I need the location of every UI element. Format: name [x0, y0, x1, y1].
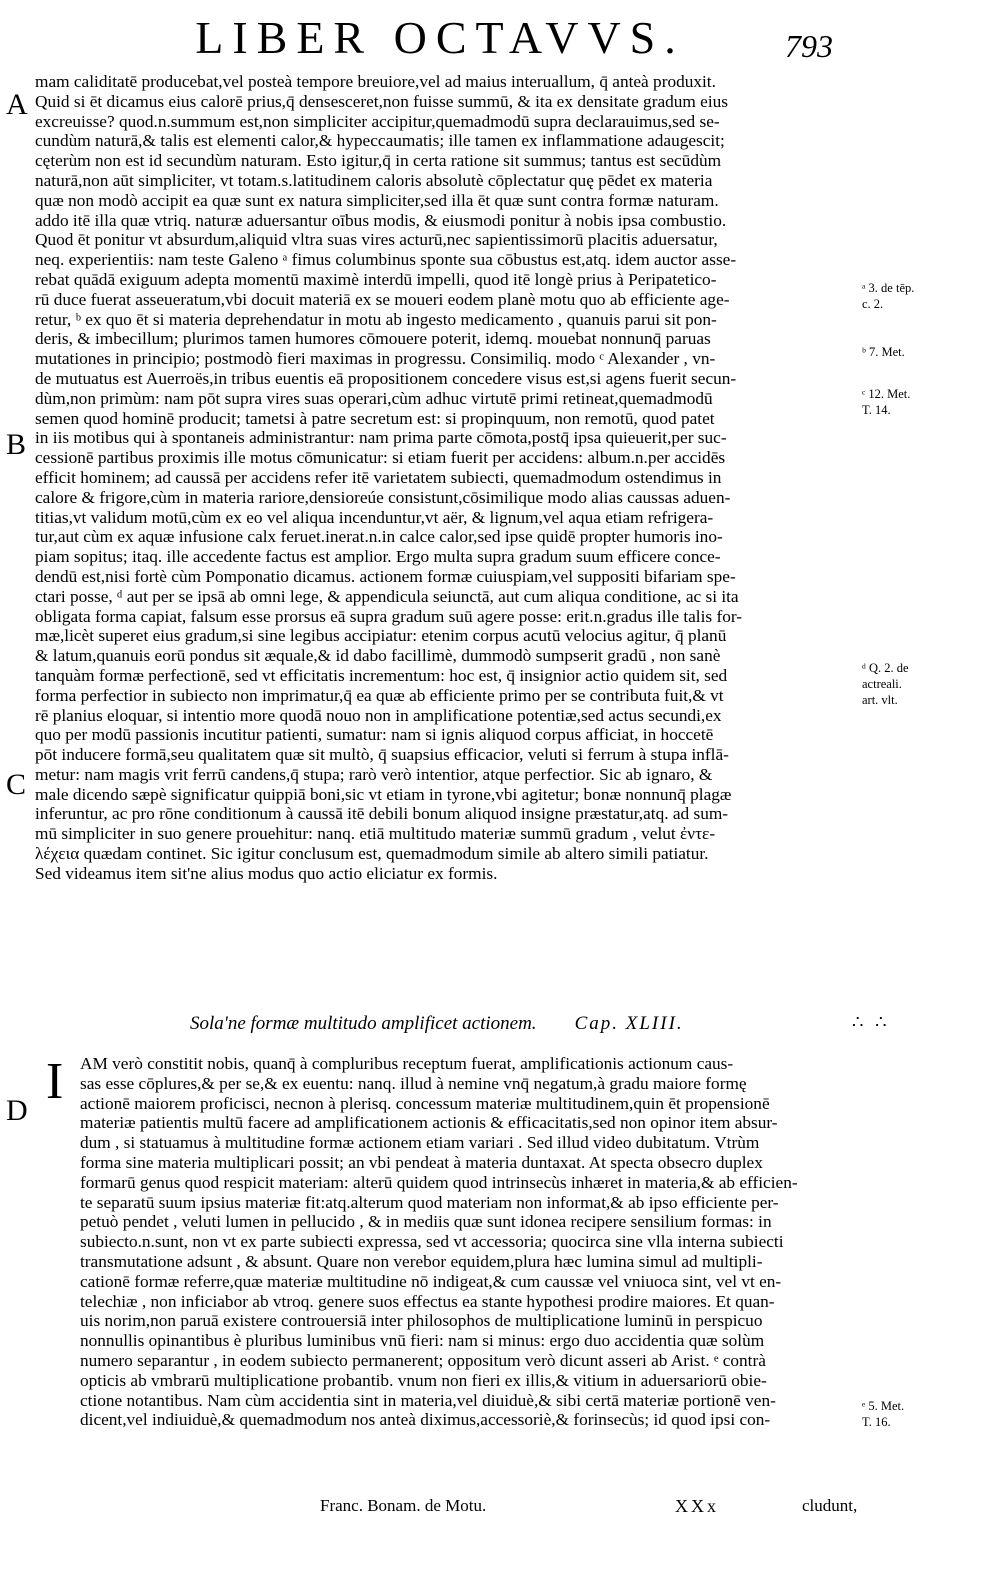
- text-line: telechiæ , non inficiabor ab vtroq. genere suos effectus ea stante hypothesi prodire maiores. Et quan-: [80, 1291, 775, 1311]
- text-line: excreuisse? quod.n.summum est,non simpliciter accipitur,quemadmodū supra declarauimus,sed se-: [35, 111, 720, 131]
- text-line: inferuntur, ac pro rōne conditionum à caussā itē debili bonum aliquod insigne præstatur,atq. ad sum-: [35, 804, 729, 824]
- page-number: 793: [785, 28, 833, 64]
- margin-note-line: T. 16.: [862, 1415, 891, 1429]
- text-line: cundùm naturā,& talis est elementi calor,& hypeccaumatis; ille tamen ex inflammatione adaugescit;: [35, 131, 725, 151]
- text-line: transmutatione adsunt , & absunt. Quare non verebor equidem,plura hæc lumina simul ad multipli-: [80, 1251, 763, 1271]
- text-line: de mutuatus est Auerroës,in tribus euentis eā propositionem concedere visus est,si agens fuerit secun-: [35, 368, 737, 388]
- catchword: cludunt,: [802, 1496, 858, 1515]
- body-text-lower: [80, 1054, 870, 1430]
- text-line: deris, & imbecillum; plurimos tamen humores cōmouere poterit, idemq. mouebat nonnunq̄ paruas: [35, 329, 711, 349]
- text-line: in iis motibus qui à spontaneis administrantur: nam prima parte cōmota,postq̄ ipsa quieuerit,per suc-: [35, 428, 727, 448]
- text-line: cationē formæ referre,quæ materiæ multitudine nō indigeat,& cum caussæ vel vniuoca sint, vel vt en-: [80, 1271, 782, 1291]
- text-line: dum , si statuamus à multitudine formæ actionem etiam variari . Sed illud video dubitatum. Vtrùm: [80, 1133, 760, 1153]
- text-line: dùm,non primùm: nam pōt supra vires suas operari,cùm adhuc virtutē primi retineat,quemadmodū: [35, 388, 713, 408]
- margin-note-line: ᶜ 12. Met.: [862, 387, 911, 401]
- text-line: mū simpliciter in suo genere prouehitur: nanq. etiā multitudo materiæ summū gradum , velut ἐντε-: [35, 824, 716, 844]
- text-line: forma perfectior in subiecto non imprimatur,q̄ ea quæ ab efficiente primo per se contributa fuit,& vt: [35, 685, 724, 705]
- margin-note-c: [862, 386, 992, 418]
- margin-note-line: c. 2.: [862, 297, 884, 311]
- text-line: subiecto.n.sunt, non vt ex parte subiecti expressa, sed vt accessoria; quocirca sine vlla interna subiecti: [80, 1232, 784, 1252]
- text-line: tur,aut cùm ex aquæ infusione calx feruet.inerat.n.in calce calor,sed ipse quidē propter humoris ino-: [35, 527, 723, 547]
- text-line: λέχεια quædam continet. Sic igitur conclusum est, quemadmodum simile ab altero simili patiatur.: [35, 844, 709, 864]
- text-line: Quod ēt ponitur vt absurdum,aliquid vltra suas vires acturū,nec sapientissimorū placitis aduersatur,: [35, 230, 718, 250]
- printer-ornament: ∴ ∴: [852, 1012, 890, 1033]
- margin-note-line: ᵉ 5. Met.: [862, 1399, 905, 1413]
- text-line: materiæ patientis multū facere ad amplificationem actionis & efficacitatis,sed non opinor item absur-: [80, 1113, 778, 1133]
- text-line: rebat quādā exiguum adepta momentū maximè interdū impelli, quod itē longè prius à Peripatetico-: [35, 269, 717, 289]
- text-line: petuò pendet , veluti lumen in pellucido , & in mediis quæ sunt idonea recipere sensilium formas: in: [80, 1212, 772, 1232]
- text-line: formarū genus quod respicit materiam: alterū quidem quod intrinsecùs inhæret in materia,& ab efficien-: [80, 1172, 798, 1192]
- text-line: tanquàm formæ perfectionē, sed vt efficitatis incrementum: hoc est, q̄ insignior actio quidem sit, sed: [35, 665, 728, 685]
- text-line: quo per modū passionis incutitur patienti, sumatur: nam si ignis aliquod corpus afficiat, in hoccetē: [35, 725, 714, 745]
- text-line: cessionē partibus proximis ille motus cōmunicatur: si etiam fuerit per accidens: album.n.per accidēs: [35, 448, 726, 468]
- signature-mark: XXx: [675, 1496, 719, 1516]
- text-line: quæ non modò accipit ea quæ sunt ex natura simpliciter,sed illa ēt quæ sunt contra formæ naturam.: [35, 190, 719, 210]
- text-line: cęterùm non est id secundùm naturam. Esto igitur,q̄ in certa ratione sit summus; tantus est secūdùm: [35, 151, 722, 171]
- text-line: AM verò constitit nobis, quanq̄ à compluribus receptum fuerat, amplificationis actionum caus-: [80, 1054, 734, 1073]
- chapter-number: Cap. XLIII.: [574, 1013, 684, 1034]
- margin-note-line: ᵇ 7. Met.: [862, 345, 905, 359]
- text-line: efficit hominem; ad caussā per accidens refer itē varietatem subiecti, quemadmodum ostendimus in: [35, 467, 722, 487]
- body-text-upper: [35, 72, 855, 884]
- text-line: metur: nam magis vrit ferrū candens,q̄ stupa; rarò verò intentior, atque perfectior. Sic ab ignaro, &: [35, 764, 713, 784]
- text-line: actionē maiorem proficisci, necnon à plerisq. concessum materiæ multitudinem,quin ēt propensionē: [80, 1093, 770, 1113]
- text-line: ctari posse, ᵈ aut per se ipsā ab omni lege, & appendicula seiunctā, aut cum aliqua conditione, ac si ita: [35, 586, 739, 606]
- text-line: semen quod hominē producit; tametsi à patre secretum est: si propinquum, non remotū, quod patet: [35, 408, 715, 428]
- text-line: Quid si ēt dicamus eius calorē prius,q̄ densesceret,non fuisse summū, & ita ex densitate gradum eius: [35, 91, 729, 111]
- margin-note-line: ᵈ Q. 2. de: [862, 661, 909, 675]
- text-line: mæ,licèt superet eius gradum,si sine legibus accipiatur: etenim corpus acutū velocius agitur, q̄ planū: [35, 626, 727, 646]
- running-head: LIBER OCTAVVS.: [195, 12, 685, 63]
- text-line: mutationes in principio; postmodò fieri maximas in progressu. Consimiliq. modo ᶜ Alexander , vn-: [35, 349, 716, 369]
- text-line: numero separantur , in eodem subiecto permanerent; oppositum verò dicunt asseri ab Arist. ᵉ contrà: [80, 1350, 766, 1370]
- text-line: rū duce fuerat asseueratum,vbi docuit materiā ex se moueri eodem planè motu quo ab efficiente age-: [35, 289, 730, 309]
- chapter-heading: [190, 1013, 890, 1035]
- section-letter-d: D: [6, 1094, 28, 1127]
- section-letter-a: A: [6, 88, 28, 121]
- margin-note-a: [862, 280, 992, 312]
- margin-note-line: ᵃ 3. de tēp.: [862, 281, 915, 295]
- margin-note-b: [862, 344, 992, 360]
- text-line: dendū est,nisi fortè cùm Pomponatio dicamus. actionem formæ cuiuspiam,vel suppositi bifariam spe-: [35, 566, 736, 586]
- text-line: addo itē illa quæ vtriq. naturæ aduersantur oībus modis, & eiusmodi ponitur à nobis ipsa combustio.: [35, 210, 727, 230]
- section-letter-b: B: [6, 428, 27, 461]
- page-footer: [320, 1496, 880, 1516]
- margin-note-line: actreali.: [862, 677, 902, 691]
- margin-note-d: [862, 660, 992, 708]
- text-line: Sed videamus item sit'ne alius modus quo actio eliciatur ex formis.: [35, 863, 498, 883]
- margin-note-line: T. 14.: [862, 403, 891, 417]
- text-line: calore & frigore,cùm in materia rariore,densioreúe consistunt,cōsimilique modo alias caussas aduen-: [35, 487, 731, 507]
- text-line: rē planius eloquar, si intentio more quodā nouo non in amplificatione potentiæ,sed actus secundi,ex: [35, 705, 722, 725]
- text-line: ctione notantibus. Nam cùm accidentia sint in materia,vel diuiduè,& sibi certā materiæ portionē ven-: [80, 1390, 776, 1410]
- text-line: pōt inducere formā,seu qualitatem quæ sit multò, q̄ suapsius efficacior, veluti si ferrum à stupa inflā-: [35, 745, 729, 765]
- margin-note-e: [862, 1398, 992, 1430]
- text-line: male dicendo sæpè significatur quippiā boni,sic vt etiam in tyrone,vbi agitetur; bonæ nonnunq̄ plagæ: [35, 784, 732, 804]
- text-line: te separatū suum ipsius materiæ fit:atq.alterum quod materiam non informat,& ab ipso efficiente per-: [80, 1192, 779, 1212]
- text-line: retur, ᵇ ex quo ēt si materia deprehendatur in motu ab ingesto medicamento , quanuis parui sit pon-: [35, 309, 717, 329]
- text-line: & latum,quanuis eorū pondus sit æquale,& id dabo facillimè, dummodò sumpserit gradū , non sanè: [35, 646, 721, 666]
- text-line: neq. experientiis: nam teste Galeno ᵃ fimus columbinus sponte sua cōbustus est,atq. idem auctor asse-: [35, 250, 737, 270]
- text-line: forma sine materia multiplicari possit; an vbi pendeat à materia duntaxat. At specta obsecro duplex: [80, 1152, 763, 1172]
- text-line: nonnullis opinantibus è pluribus luminibus vnū fieri: nam si minus: ergo duo accidentia quæ solùm: [80, 1331, 765, 1351]
- text-line: sas esse cōplures,& per se,& ex euentu: nanq. illud à nemine vnq̄ negatum,à gradu maiore formę: [80, 1073, 747, 1093]
- text-line: dicent,vel indiuiduè,& quemadmodum nos anteà diximus,accessoriè,& forinsecùs; id quod ipsi con-: [80, 1410, 771, 1430]
- drop-cap: I: [46, 1053, 64, 1110]
- margin-note-line: art. vlt.: [862, 693, 898, 707]
- text-line: titias,vt validum motū,cùm ex eo vel aliqua incenduntur,vt aër, & lignum,vel aqua etiam refrigera-: [35, 507, 714, 527]
- footer-title: Franc. Bonam. de Motu.: [320, 1496, 487, 1515]
- text-line: naturā,non aūt simpliciter, vt totam.s.latitudinem caloris absolutè cōplectatur quę pēdet ex materia: [35, 170, 713, 190]
- text-line: opticis ab vmbrarū multiplicatione probantib. vnum non fieri ex illis,& vitium in aduersariorū obie-: [80, 1370, 767, 1390]
- text-line: piam sopitus; itaq. ille accedente factus est amplior. Ergo multa supra gradum suum efficere conce-: [35, 547, 721, 567]
- text-line: uis norim,non paruā existere controuersiā inter philosophos de multiplicatione luminū in perspicuo: [80, 1311, 763, 1331]
- section-letter-c: C: [6, 768, 27, 801]
- text-line: obligata forma capiat, falsum esse prorsus eā supra gradum suū agere posse: erit.n.gradus ille talis for-: [35, 606, 743, 626]
- text-line: mam caliditatē producebat,vel posteà tempore breuiore,vel ad maius interuallum, q̄ anteà produxit.: [35, 72, 716, 91]
- chapter-title: Sola'ne formæ multitudo amplificet actionem.: [190, 1013, 537, 1034]
